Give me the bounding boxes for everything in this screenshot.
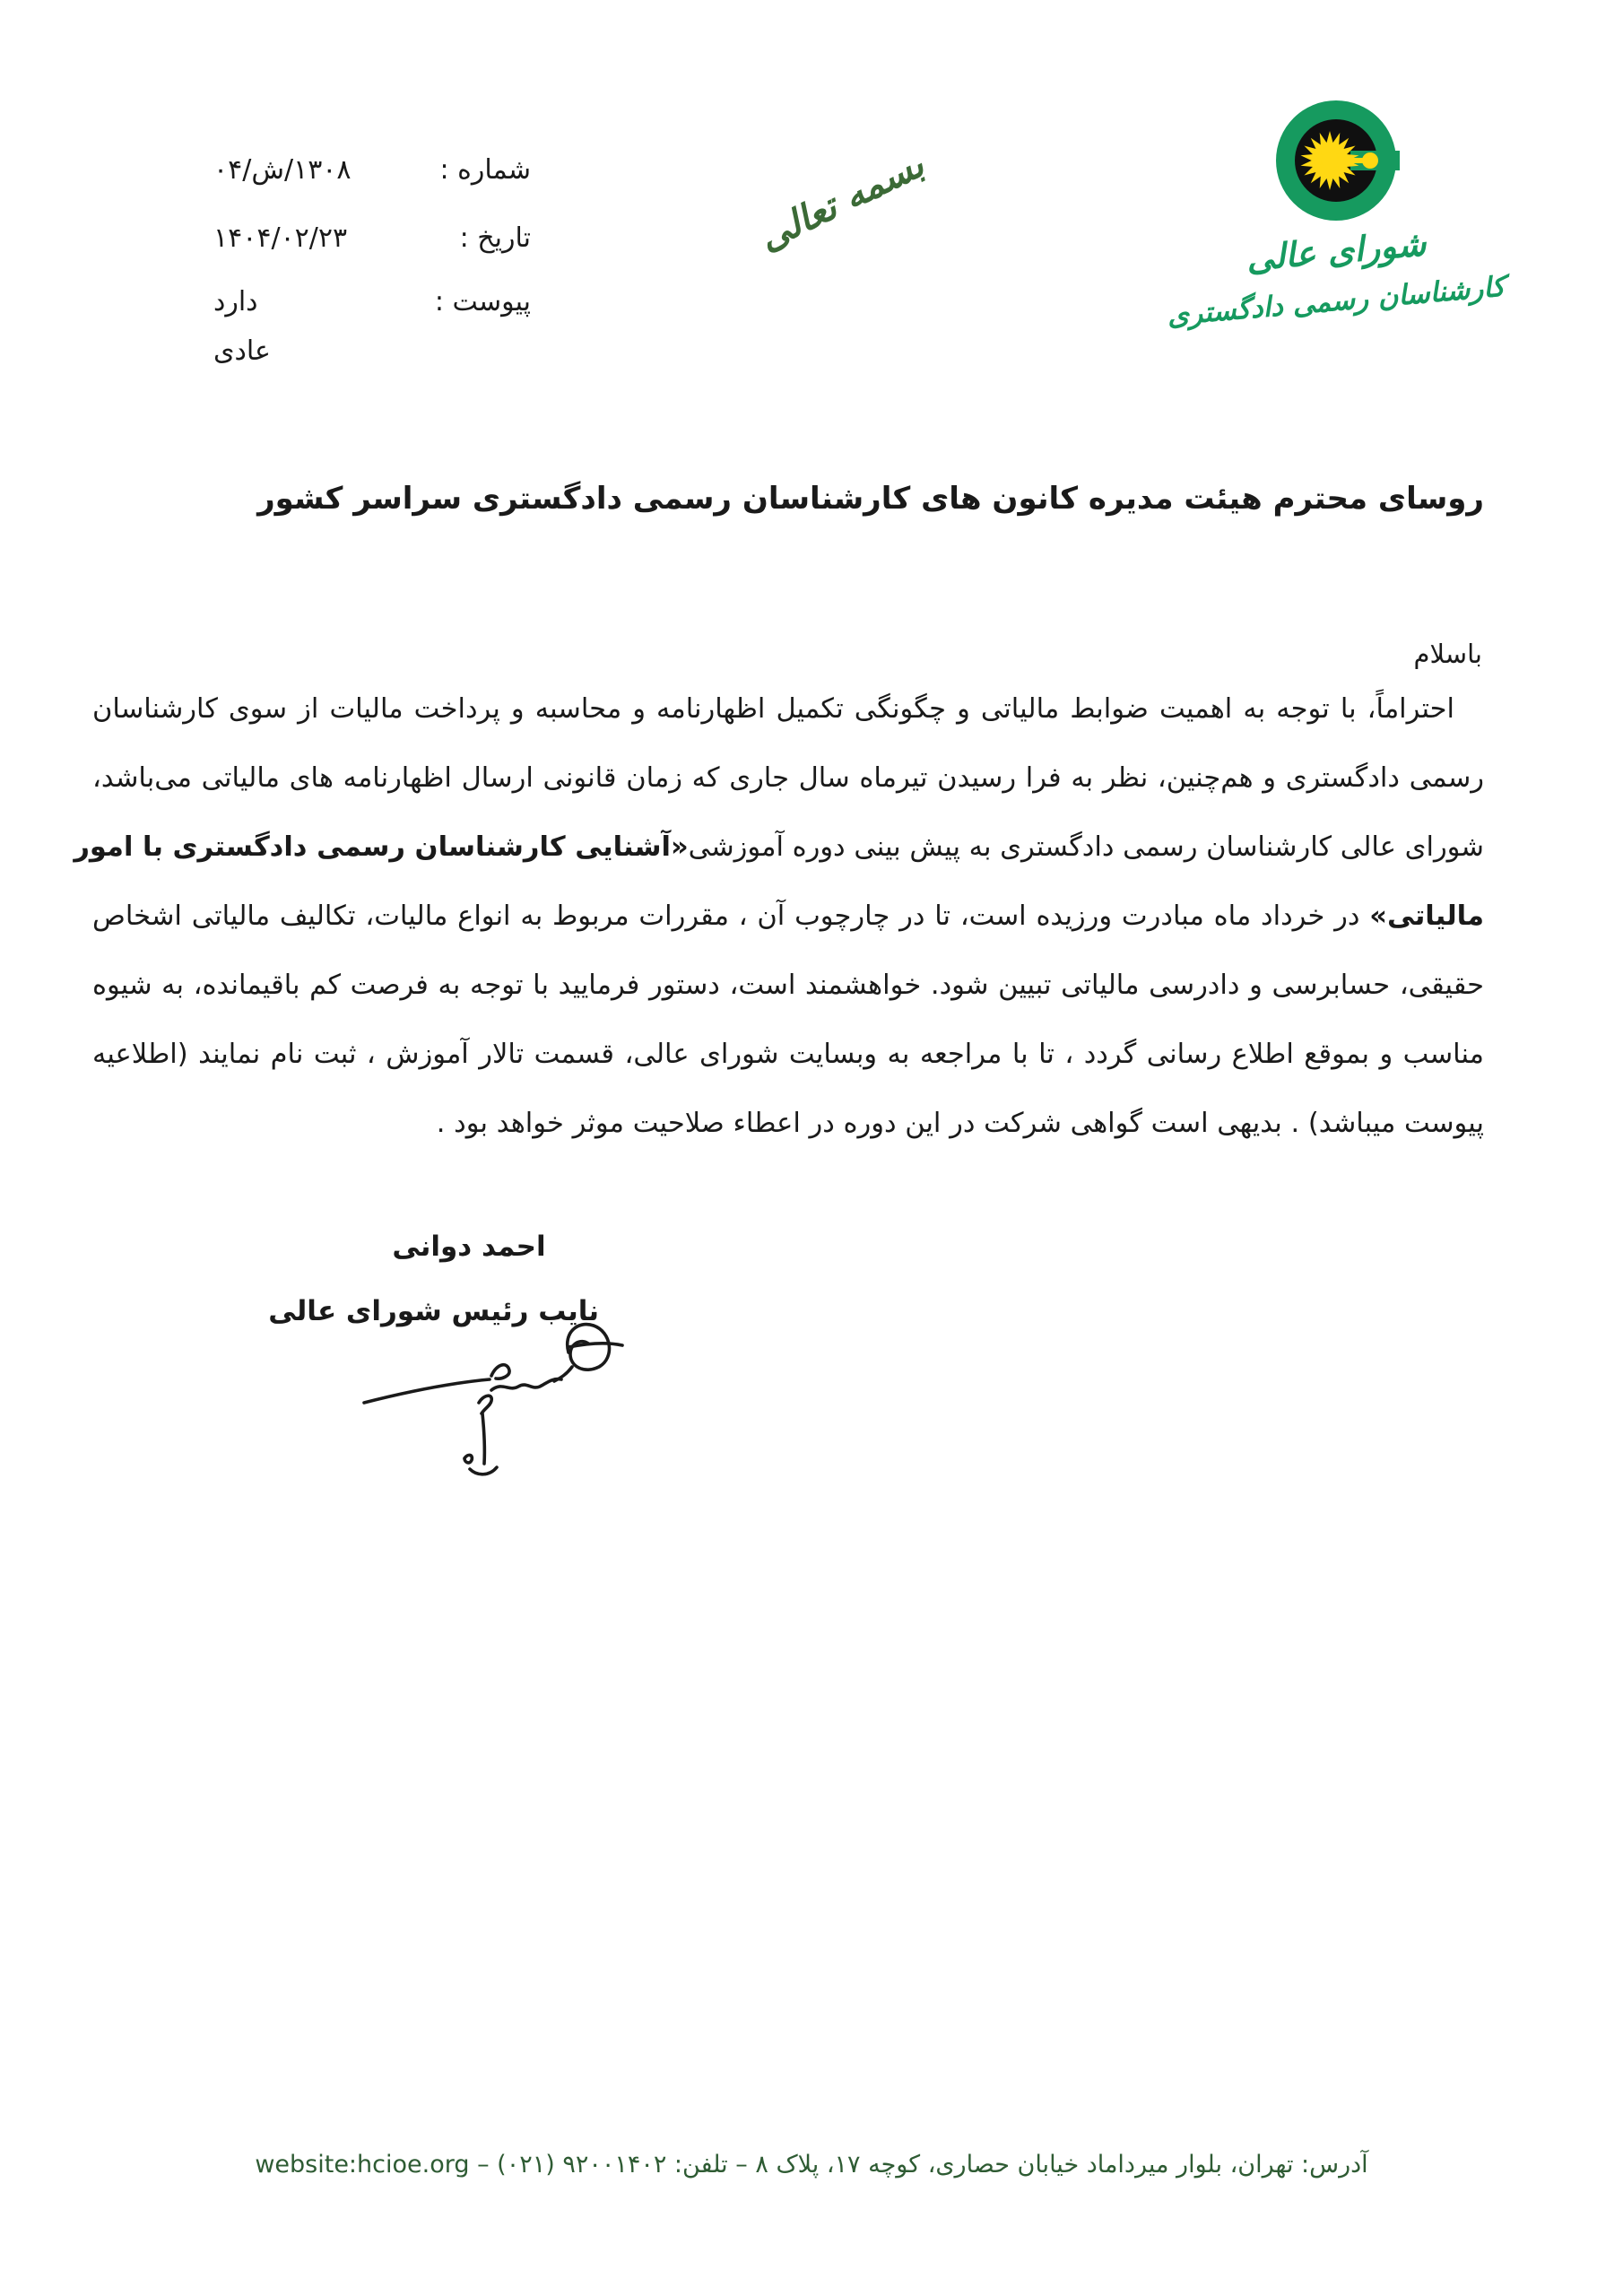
field-date	[213, 222, 531, 254]
signer-name: احمد دوانی	[392, 1231, 546, 1263]
course-title-bold: مالیاتی»	[1369, 900, 1484, 932]
body-line	[92, 744, 1484, 813]
body-line-text: شورای عالی کارشناسان رسمی دادگستری به پیش بینی دوره آموزشی	[688, 831, 1484, 863]
letterhead-fields	[213, 154, 531, 367]
field-classification	[213, 335, 531, 367]
body-line	[74, 813, 1484, 882]
logo-text-line1: شورای عالی	[1245, 223, 1428, 279]
body-line	[92, 882, 1484, 951]
body-line	[92, 674, 1484, 744]
besmellah-calligraphy: بسمه تعالی	[751, 142, 931, 260]
signature-block	[268, 1231, 599, 1327]
letter-body	[74, 674, 1484, 1158]
body-line-text: پیوست میباشد) . بدیهی است گواهی شرکت در این دوره در اعطاء صلاحیت موثر خواهد بود .	[436, 1108, 1484, 1139]
field-date-value: ۱۴۰۴/۰۲/۲۳	[213, 222, 348, 254]
body-line-text: احتراماً، با توجه به اهمیت ضوابط مالیاتی و چگونگی تکمیل اظهارنامه و محاسبه و پرداخت مالیات از سوی کارشناسان	[92, 693, 1454, 725]
body-line	[92, 1089, 1484, 1158]
body-line	[92, 951, 1484, 1020]
field-number-value: ۱۳۰۸/ش/۰۴	[213, 154, 352, 186]
footer-address: آدرس: تهران، بلوار میرداماد خیابان حصاری، کوچه ۱۷، پلاک ۸ – تلفن: ۹۲۰۰۱۴۰۲ (۰۲۱) – website:hcioe.org	[255, 2151, 1368, 2179]
organization-logo	[1121, 97, 1551, 333]
field-attachment-value: دارد	[213, 286, 258, 317]
field-attachment	[213, 286, 531, 317]
field-date-label: تاریخ :	[459, 222, 531, 254]
body-line-text: حقیقی، حسابرسی و دادرسی مالیاتی تبیین شود. خواهشمند است، دستور فرمایید با توجه به فرصت کم باقیمانده، به شیوه	[92, 970, 1484, 1001]
signer-title: نایب رئیس شورای عالی	[268, 1295, 599, 1327]
field-number-label: شماره :	[439, 154, 531, 186]
council-emblem-icon	[1272, 97, 1400, 224]
salutation: باسلام	[1413, 639, 1482, 669]
field-number	[213, 154, 531, 186]
field-classification-value: عادی	[213, 335, 271, 367]
field-attachment-label: پیوست :	[434, 286, 531, 317]
body-line	[92, 1020, 1484, 1089]
handwritten-signature	[357, 1317, 626, 1483]
body-line-text: رسمی دادگستری و هم‌چنین، نظر به فرا رسیدن تیرماه سال جاری که زمان قانونی ارسال اظهارنامه های مالیاتی می‌باشد،	[92, 762, 1484, 794]
logo-text-line2: کارشناسان رسمی دادگستری	[1166, 270, 1506, 333]
body-line-text: در خرداد ماه مبادرت ورزیده است، تا در چارچوب آن ، مقررات مربوط به انواع مالیات، تکالیف مالیاتی اشخاص	[92, 900, 1370, 932]
recipient-line: روسای محترم هیئت مدیره کانون های کارشناسان رسمی دادگستری سراسر کشور	[257, 481, 1484, 517]
course-title-bold: «آشنایی کارشناسان رسمی دادگستری با امور	[74, 831, 689, 863]
body-line-text: مناسب و بموقع اطلاع رسانی گردد ، تا با مراجعه به وبسایت شورای عالی، قسمت تالار آموزش ، ثبت نام نمایند (اطلاعیه	[92, 1039, 1484, 1070]
